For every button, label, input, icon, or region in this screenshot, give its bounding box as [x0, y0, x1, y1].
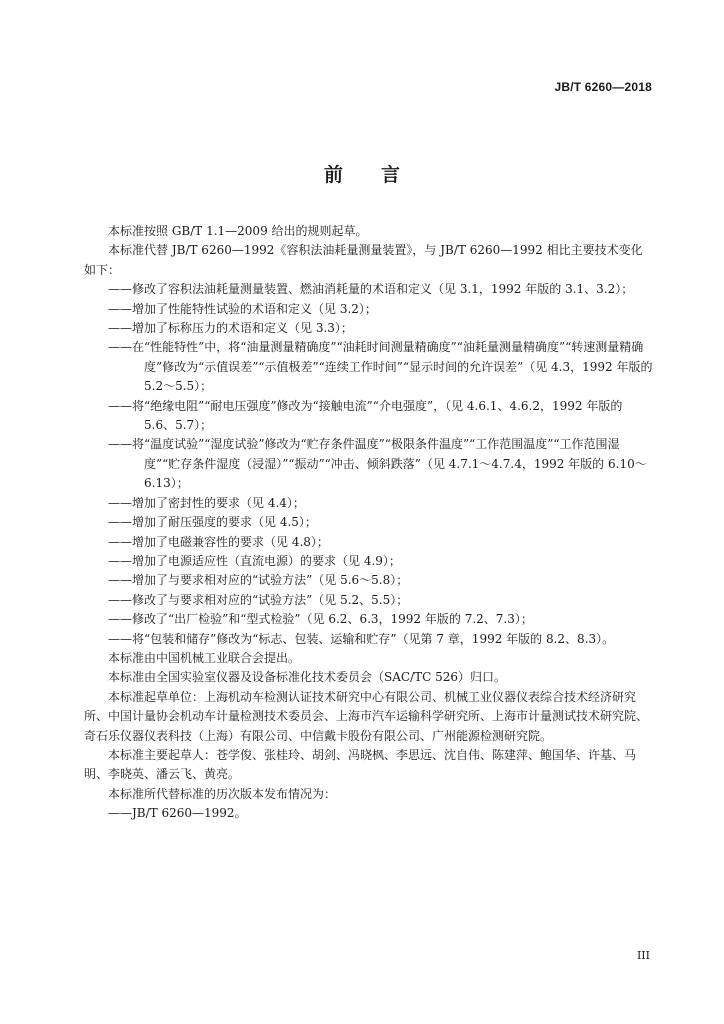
- drafters-paragraph: 本标准主要起草人：苍学俊、张桂玲、胡剑、冯晓枫、李思远、沈自伟、陈建萍、鲍国华、许基、马明、李晓英、潘云飞、黄亮。: [84, 747, 637, 782]
- replacement-paragraph: 本标准代替 JB/T 6260—1992《容积法油耗量测量装置》，与 JB/T 6260—1992 相比主要技术变化如下：: [84, 243, 643, 277]
- change-item: ——增加了电源适应性（直流电源）的要求（见 4.9）；: [108, 553, 401, 568]
- drafting-units-paragraph: 本标准起草单位：上海机动车检测认证技术研究中心有限公司、机械工业仪器仪表综合技术经济研究所、中国计量协会机动车计量检测技术委员会、上海市汽车运输科学研究所、上海市计量测试技术研究院、奇石乐仪器仪表科技（上海）有限公司、中信戴卡股份有限公司、广州能源检测研究院。: [84, 689, 649, 743]
- change-item: ——增加了性能特性试验的术语和定义（见 3.2）；: [108, 301, 377, 316]
- change-item: ——在“性能特性”中，将“油量测量精确度”“油耗时间测量精确度”“油耗量测量精确度”“转速测量精确度”修改为“示值误差”“示值极差”“连续工作时间”“显示时间的允许误差”（见 4.3，1992 年版的 5.2～5.5）；: [108, 340, 653, 394]
- change-item: ——将“温度试验”“湿度试验”修改为“贮存条件温度”“极限条件温度”“工作范围温度”“工作范围湿度”“贮存条件湿度（浸湿）”“振动”“冲击、倾斜跌落”（见 4.7.1～4.7.4，1992 年版的 6.10～6.13）；: [108, 437, 647, 491]
- change-item: ——修改了“出厂检验”和“型式检验”（见 6.2、6.3，1992 年版的 7.2、7.3）；: [108, 612, 533, 627]
- change-item: ——增加了与要求相对应的“试验方法”（见 5.6～5.8）；: [108, 573, 409, 588]
- history-item: ——JB/T 6260—1992。: [108, 806, 247, 821]
- change-item: ——增加了电磁兼容性的要求（见 4.8）；: [108, 534, 329, 549]
- change-item: ——增加了密封性的要求（见 4.4）；: [108, 495, 305, 510]
- change-item: ——增加了标称压力的术语和定义（见 3.3）；: [108, 321, 353, 336]
- change-item: ——修改了与要求相对应的“试验方法”（见 5.2、5.5）；: [108, 592, 409, 607]
- change-item: ——修改了容积法油耗量测量装置、燃油消耗量的术语和定义（见 3.1，1992 年版的 3.1、3.2）；: [108, 282, 634, 297]
- committee-paragraph: 本标准由全国实验室仪器及设备标准化技术委员会（SAC/TC 526）归口。: [108, 670, 507, 685]
- history-intro-paragraph: 本标准所代替标准的历次版本发布情况为：: [108, 786, 337, 801]
- page-number: III: [636, 949, 650, 962]
- change-item: ——增加了耐压强度的要求（见 4.5）；: [108, 515, 317, 530]
- standard-code: JB/T 6260—2018: [554, 80, 652, 94]
- proposer-paragraph: 本标准由中国机械工业联合会提出。: [108, 650, 301, 665]
- change-item: ——将“包装和储存”修改为“标志、包装、运输和贮存”（见第 7 章，1992 年版的 8.2、8.3）。: [108, 631, 615, 646]
- page-title: 前言: [323, 164, 438, 186]
- change-item: ——将“绝缘电阻”“耐电压强度”修改为“接触电流”“介电强度”，（见 4.6.1、4.6.2，1992 年版的 5.6、5.7）；: [108, 398, 623, 433]
- foreword-body: [84, 222, 654, 824]
- drafting-rule-paragraph: 本标准按照 GB/T 1.1—2009 给出的规则起草。: [108, 224, 368, 238]
